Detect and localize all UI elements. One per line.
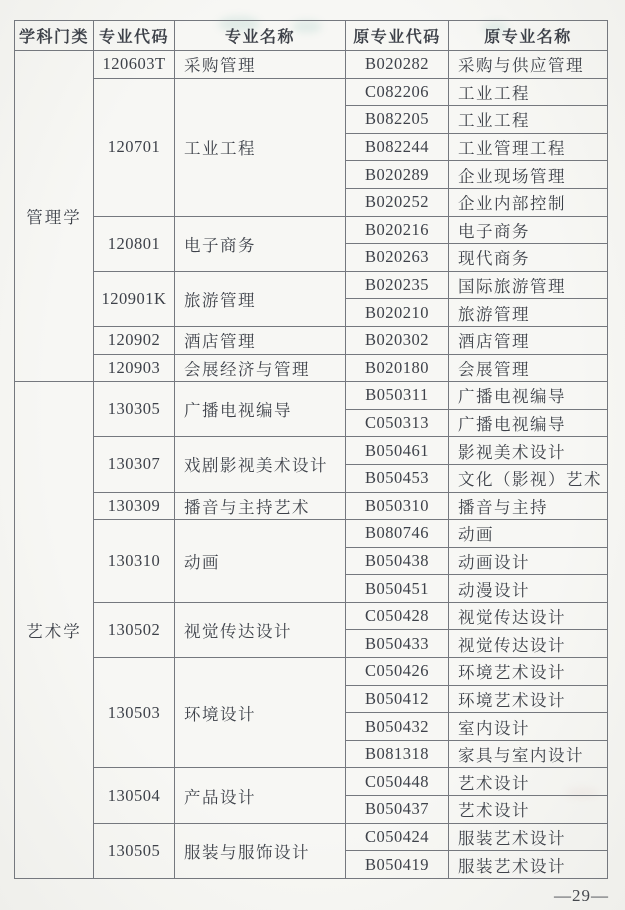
old-code-cell: C050448 [346, 768, 449, 796]
old-name-cell: 视觉传达设计 [449, 630, 608, 658]
old-name-cell: 视觉传达设计 [449, 602, 608, 630]
old-name-cell: 室内设计 [449, 713, 608, 741]
old-code-cell: B020263 [346, 244, 449, 272]
old-name-cell: 文化（影视）艺术 [449, 464, 608, 492]
major-name-cell: 产品设计 [175, 768, 346, 823]
table-row [15, 823, 608, 851]
old-code-cell: B020180 [346, 354, 449, 382]
major-name-cell: 播音与主持艺术 [175, 492, 346, 520]
header-cell-major-code: 专业代码 [94, 21, 175, 51]
major-code-cell: 130309 [94, 492, 175, 520]
major-code-cell: 120701 [94, 78, 175, 216]
old-code-cell: B020216 [346, 216, 449, 244]
old-name-cell: 企业现场管理 [449, 161, 608, 189]
major-name-cell: 戏剧影视美术设计 [175, 437, 346, 492]
major-name-cell: 环境设计 [175, 658, 346, 768]
old-code-cell: B050453 [346, 464, 449, 492]
old-code-cell: C050426 [346, 658, 449, 686]
old-name-cell: 工业管理工程 [449, 133, 608, 161]
old-name-cell: 现代商务 [449, 244, 608, 272]
old-code-cell: B050419 [346, 851, 449, 879]
old-name-cell: 电子商务 [449, 216, 608, 244]
old-name-cell: 服装艺术设计 [449, 851, 608, 879]
major-code-cell: 130307 [94, 437, 175, 492]
old-code-cell: B020252 [346, 188, 449, 216]
old-code-cell: B020302 [346, 326, 449, 354]
old-code-cell: B050451 [346, 575, 449, 603]
major-name-cell: 广播电视编导 [175, 382, 346, 437]
old-name-cell: 动画设计 [449, 547, 608, 575]
old-name-cell: 企业内部控制 [449, 188, 608, 216]
old-code-cell: B020235 [346, 271, 449, 299]
old-code-cell: B050310 [346, 492, 449, 520]
category-cell: 艺术学 [15, 382, 94, 879]
old-name-cell: 艺术设计 [449, 768, 608, 796]
table-row [15, 768, 608, 796]
header-cell-major-name: 专业名称 [175, 21, 346, 51]
major-code-cell: 120801 [94, 216, 175, 271]
table-row [15, 602, 608, 630]
old-code-cell: B050437 [346, 796, 449, 824]
major-name-cell: 采购管理 [175, 51, 346, 79]
old-name-cell: 广播电视编导 [449, 409, 608, 437]
table-row [15, 520, 608, 548]
old-name-cell: 采购与供应管理 [449, 51, 608, 79]
table-row [15, 492, 608, 520]
old-code-cell: B082205 [346, 106, 449, 134]
old-code-cell: B050412 [346, 685, 449, 713]
old-code-cell: C050313 [346, 409, 449, 437]
major-code-cell: 130502 [94, 602, 175, 657]
old-code-cell: B080746 [346, 520, 449, 548]
major-mapping-table [14, 20, 608, 879]
major-name-cell: 电子商务 [175, 216, 346, 271]
major-code-cell: 130504 [94, 768, 175, 823]
table-header-row [15, 21, 608, 51]
table-body [15, 51, 608, 879]
table-row [15, 382, 608, 410]
old-code-cell: B050433 [346, 630, 449, 658]
old-name-cell: 广播电视编导 [449, 382, 608, 410]
old-code-cell: B050461 [346, 437, 449, 465]
old-name-cell: 工业工程 [449, 78, 608, 106]
old-name-cell: 工业工程 [449, 106, 608, 134]
old-name-cell: 影视美术设计 [449, 437, 608, 465]
old-name-cell: 动画 [449, 520, 608, 548]
header-cell-old-name: 原专业名称 [449, 21, 608, 51]
table-row [15, 354, 608, 382]
header-cell-old-code: 原专业代码 [346, 21, 449, 51]
old-code-cell: B050432 [346, 713, 449, 741]
old-name-cell: 酒店管理 [449, 326, 608, 354]
header-cell-category: 学科门类 [15, 21, 94, 51]
old-code-cell: C050428 [346, 602, 449, 630]
major-name-cell: 服装与服饰设计 [175, 823, 346, 878]
major-name-cell: 工业工程 [175, 78, 346, 216]
page-number: —29— [554, 886, 609, 905]
old-code-cell: B081318 [346, 740, 449, 768]
major-code-cell: 130305 [94, 382, 175, 437]
old-name-cell: 播音与主持 [449, 492, 608, 520]
major-name-cell: 酒店管理 [175, 326, 346, 354]
old-code-cell: B020289 [346, 161, 449, 189]
table-row [15, 658, 608, 686]
major-code-cell: 120903 [94, 354, 175, 382]
major-code-cell: 130310 [94, 520, 175, 603]
old-code-cell: B050311 [346, 382, 449, 410]
old-code-cell: B020282 [346, 51, 449, 79]
major-name-cell: 视觉传达设计 [175, 602, 346, 657]
old-code-cell: B082244 [346, 133, 449, 161]
old-code-cell: C050424 [346, 823, 449, 851]
old-code-cell: B050438 [346, 547, 449, 575]
major-code-cell: 130505 [94, 823, 175, 878]
table-row [15, 51, 608, 79]
major-name-cell: 会展经济与管理 [175, 354, 346, 382]
table-row [15, 78, 608, 106]
major-code-cell: 130503 [94, 658, 175, 768]
table-row [15, 271, 608, 299]
old-name-cell: 国际旅游管理 [449, 271, 608, 299]
major-code-cell: 120603T [94, 51, 175, 79]
category-cell: 管理学 [15, 51, 94, 382]
old-code-cell: B020210 [346, 299, 449, 327]
old-name-cell: 家具与室内设计 [449, 740, 608, 768]
old-code-cell: C082206 [346, 78, 449, 106]
major-code-cell: 120902 [94, 326, 175, 354]
old-name-cell: 服装艺术设计 [449, 823, 608, 851]
old-name-cell: 艺术设计 [449, 796, 608, 824]
major-name-cell: 旅游管理 [175, 271, 346, 326]
old-name-cell: 环境艺术设计 [449, 658, 608, 686]
major-name-cell: 动画 [175, 520, 346, 603]
table-row [15, 326, 608, 354]
table-row [15, 216, 608, 244]
old-name-cell: 环境艺术设计 [449, 685, 608, 713]
old-name-cell: 动漫设计 [449, 575, 608, 603]
major-code-cell: 120901K [94, 271, 175, 326]
table-row [15, 437, 608, 465]
old-name-cell: 旅游管理 [449, 299, 608, 327]
old-name-cell: 会展管理 [449, 354, 608, 382]
